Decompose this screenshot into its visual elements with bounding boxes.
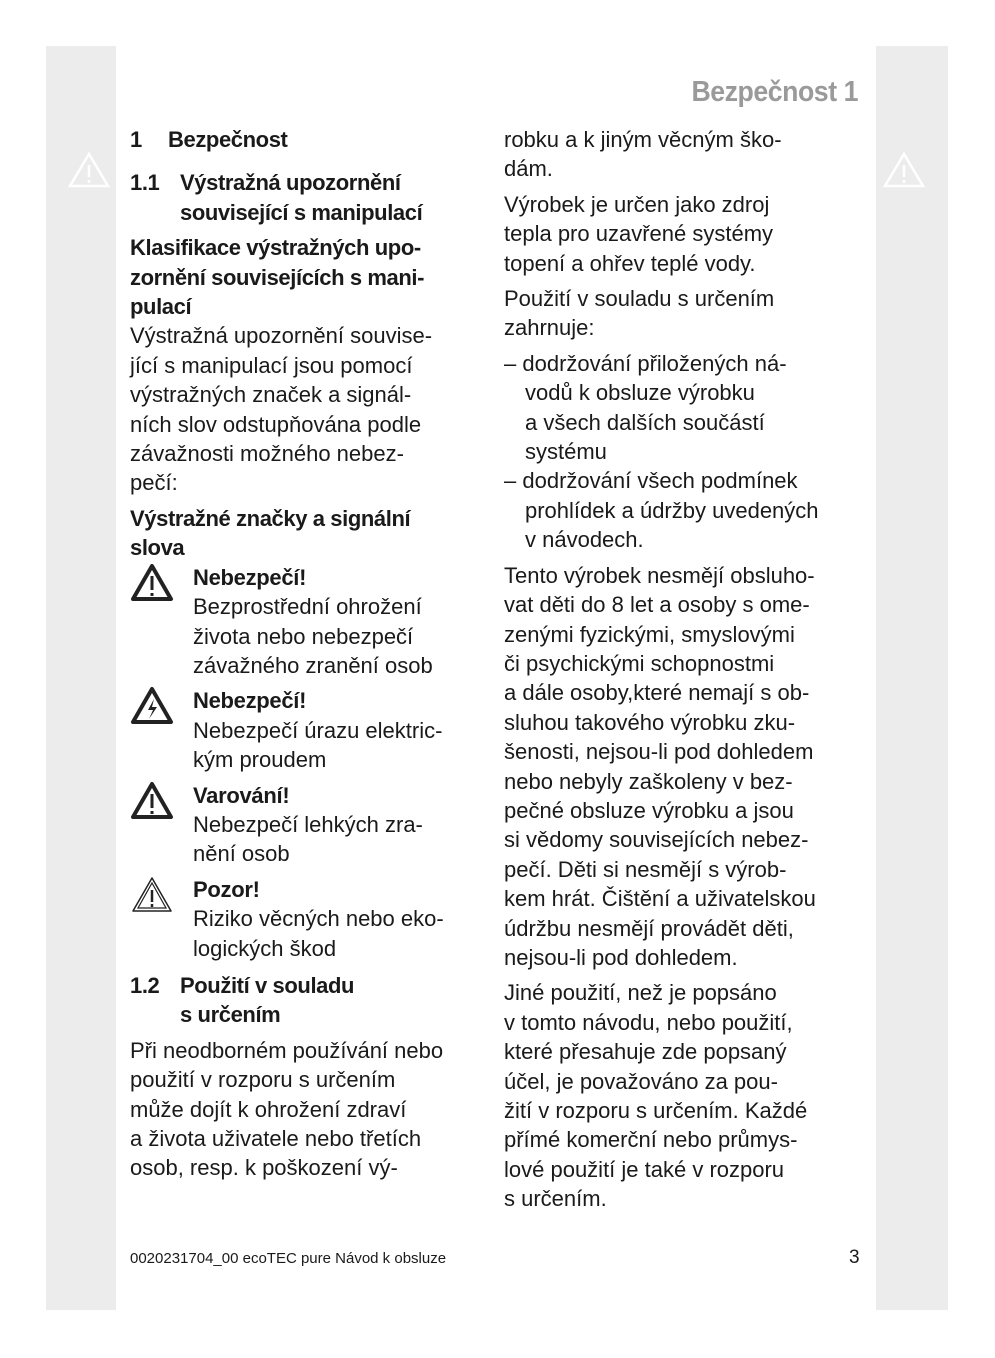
paragraph (504, 190, 874, 278)
text-line: Tento výrobek nesmějí obsluho- (504, 562, 815, 588)
warning-item (130, 686, 500, 774)
text-line: s určením. (504, 1186, 607, 1212)
text-line: šenosti, nejsou-li pod dohledem (504, 739, 814, 765)
warning-triangle-icon (68, 152, 110, 188)
running-header: Bezpečnost 1 (691, 76, 858, 108)
dash-bullet: – (504, 350, 517, 376)
text-line: jící s manipulací jsou pomocí (130, 352, 413, 378)
text-line: použití v rozporu s určením (130, 1067, 396, 1093)
section-title-line: s určením (180, 1002, 281, 1028)
paragraph (504, 125, 874, 184)
text-line: vodů k obsluze výrobku (525, 380, 755, 406)
text-line: Klasifikace výstražných upo- (130, 235, 421, 261)
signal-word: Pozor! (193, 876, 260, 902)
text-line: dodržování přiložených ná- (522, 350, 787, 376)
text-line: v návodech. (525, 527, 644, 553)
text-line: slova (130, 535, 185, 561)
warning-icon (130, 781, 174, 821)
list-item (504, 466, 874, 554)
electric-danger-icon (130, 686, 174, 726)
heading-section-1-2 (130, 971, 500, 1030)
section-title-line: související s manipulací (180, 199, 423, 225)
paragraph (504, 284, 874, 343)
signal-word: Nebezpečí! (193, 688, 307, 714)
right-margin-bar (876, 46, 948, 1310)
text-line: Bezprostřední ohrožení (193, 594, 422, 620)
caution-icon (130, 875, 174, 915)
text-line: osob, resp. k poškození vý- (130, 1155, 398, 1181)
signal-word: Varování! (193, 782, 290, 808)
text-line: systému (525, 439, 607, 465)
text-line: Při neodborném používání nebo (130, 1037, 444, 1063)
text-line: nejsou-li pod dohledem. (504, 944, 738, 970)
text-line: kým proudem (193, 747, 327, 773)
list-item (504, 349, 874, 467)
text-line: žití v rozporu s určením. Každé (504, 1098, 808, 1123)
text-line: nění osob (193, 841, 290, 867)
text-line: a života uživatele nebo třetích (130, 1126, 422, 1151)
page-number: 3 (849, 1247, 860, 1268)
text-line: tepla pro uzavřené systémy (504, 221, 774, 247)
text-line: a všech dalších součástí (525, 409, 765, 435)
text-line: v tomto návodu, nebo použití, (504, 1009, 793, 1035)
text-line: logických škod (193, 935, 337, 961)
text-line: lové použití je také v rozporu (504, 1156, 785, 1182)
text-line: Výstražné značky a signální (130, 505, 411, 531)
text-line: Jiné použití, než je popsáno (504, 980, 777, 1006)
text-line: které přesahuje zde popsaný (504, 1039, 787, 1065)
text-line: pečí: (130, 470, 178, 496)
text-line: Nebezpečí úrazu elektric- (193, 717, 443, 743)
dash-bullet: – (504, 468, 517, 494)
text-line: Výstražná upozornění souvise- (130, 323, 433, 349)
section-number: 1.2 (130, 972, 160, 998)
warning-item (130, 781, 500, 869)
text-line: vat děti do 8 let a osoby s ome- (504, 592, 810, 618)
heading-section-1-1 (130, 168, 500, 227)
danger-icon (130, 563, 174, 603)
text-line: života nebo nebezpečí (193, 623, 414, 649)
text-line: závažnosti možného nebez- (130, 441, 404, 467)
text-line: pečné obsluze výrobku a jsou (504, 797, 794, 823)
text-line: dodržování všech podmínek (522, 468, 798, 494)
footer-document-id: 0020231704_00 ecoTEC pure Návod k obsluze (130, 1250, 447, 1267)
paragraph (504, 561, 874, 973)
warning-item (130, 563, 500, 681)
text-line: robku a k jiným věcným ško- (504, 127, 782, 152)
right-column (504, 125, 874, 1214)
text-line: si vědomy souvisejících nebez- (504, 827, 809, 853)
text-line: může dojít k ohrožení zdraví (130, 1096, 407, 1122)
subheading-klasifikace (130, 233, 500, 321)
section-title-line: Výstražná upozornění (180, 170, 401, 196)
paragraph (504, 978, 874, 1213)
text-line: Nebezpečí lehkých zra- (193, 811, 423, 837)
section-number: 1 (130, 127, 142, 152)
text-line: pulací (130, 294, 192, 320)
subheading-signal-words (130, 504, 500, 563)
text-line: prohlídek a údržby uvedených (525, 497, 819, 523)
text-line: účel, je považováno za pou- (504, 1068, 778, 1094)
section-title-line: Použití v souladu (180, 972, 355, 998)
text-line: ních slov odstupňována podle (130, 411, 422, 437)
text-line: či psychickými schopnostmi (504, 650, 775, 676)
text-line: topení a ohřev teplé vody. (504, 250, 756, 276)
text-line: Použití v souladu s určením (504, 286, 775, 312)
paragraph (130, 1036, 500, 1183)
text-line: závažného zranění osob (193, 652, 433, 678)
left-margin-bar (46, 46, 116, 1310)
bullet-list (504, 349, 874, 555)
text-line: a dále osoby,které nemají s ob- (504, 680, 810, 706)
warning-item (130, 875, 500, 963)
section-number: 1.1 (130, 170, 160, 196)
text-line: dám. (504, 156, 553, 182)
paragraph (130, 321, 500, 497)
text-line: nebo nebyly zaškoleny v bez- (504, 768, 793, 794)
text-line: výstražných značek a signál- (130, 382, 412, 408)
signal-word: Nebezpečí! (193, 564, 307, 590)
text-line: zenými fyzickými, smyslovými (504, 621, 795, 647)
heading-section-1 (130, 125, 500, 154)
text-line: Riziko věcných nebo eko- (193, 906, 444, 932)
text-line: zahrnuje: (504, 315, 595, 341)
section-title: Bezpečnost (168, 127, 288, 152)
text-line: kem hrát. Čištění a uživatelskou (504, 886, 816, 912)
text-line: Výrobek je určen jako zdroj (504, 191, 770, 217)
text-line: údržbu nesmějí provádět děti, (504, 915, 794, 941)
text-line: sluhou takového výrobku zku- (504, 709, 796, 735)
text-line: pečí. Děti si nesmějí s výrob- (504, 856, 787, 882)
text-line: přímé komerční nebo průmys- (504, 1127, 798, 1153)
text-line: zornění souvisejících s mani- (130, 264, 425, 290)
left-column (130, 125, 500, 1183)
warning-triangle-icon (883, 152, 925, 188)
